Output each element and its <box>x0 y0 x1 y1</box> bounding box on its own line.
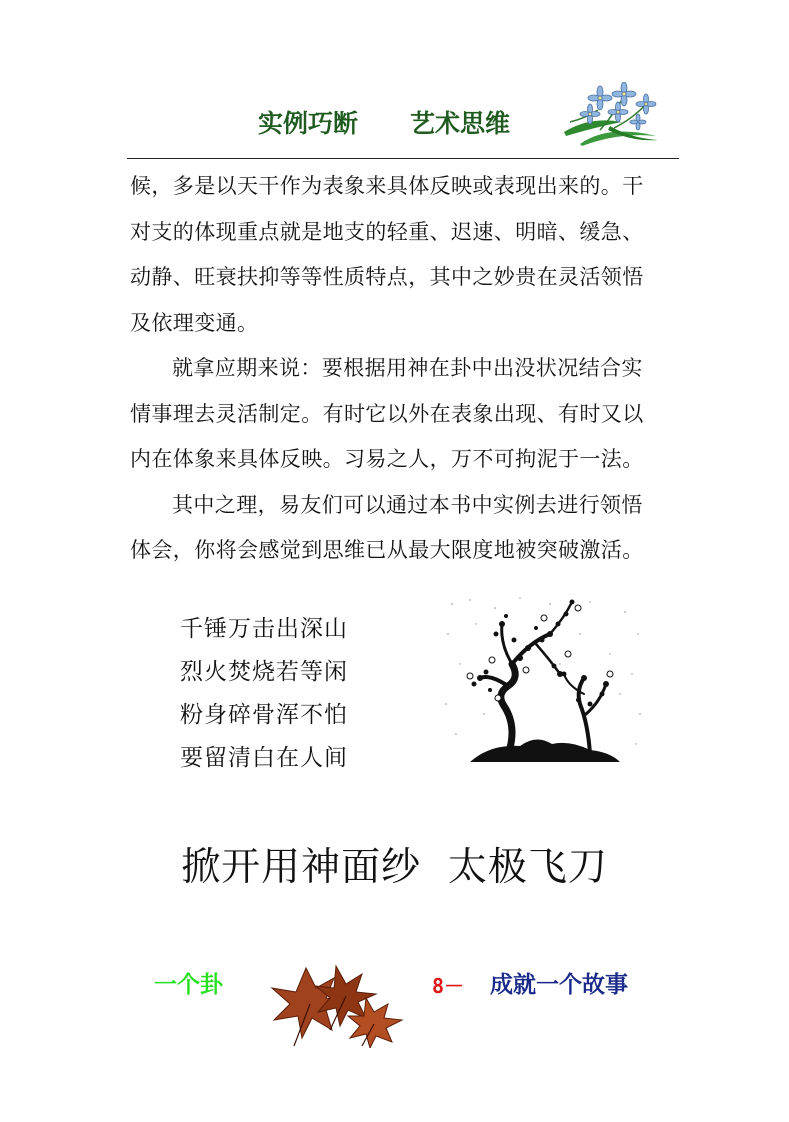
page-number: 8－ <box>432 974 465 998</box>
paragraph-2: 就拿应期来说：要根据用神在卦中出没状况结合实 情事理去灵活制定。有时它以外在表象出现、有时又以 内在体象来具体反映。习易之人，万不可拘泥于一法。 <box>130 356 644 471</box>
footer-left-text: 一个卦 <box>154 971 223 998</box>
header-title-left: 实例巧断 <box>258 109 359 138</box>
paragraph-1: 候，多是以天干作为表象来具体反映或表现出来的。干 对支的体现重点就是地支的轻重、迟速、明暗、缓急、 动静、旺衰扶抑等等性质特点，其中之妙贵在灵活领悟 及依理变通。 <box>130 174 644 335</box>
plum-tree-icon <box>440 594 646 768</box>
header-divider <box>127 158 679 159</box>
footer-right-text: 成就一个故事 <box>490 971 628 998</box>
poem-line: 烈火焚烧若等闲 <box>180 659 348 685</box>
poem <box>180 608 348 780</box>
blue-flower-icon <box>560 82 662 148</box>
poem-line: 粉身碎骨浑不怕 <box>180 702 348 728</box>
section-title: 掀开用神面纱 太极飞刀 <box>181 845 608 890</box>
poem-line: 千锤万击出深山 <box>180 616 348 642</box>
paragraph-3: 其中之理，易友们可以通过本书中实例去进行领悟 体会，你将会感觉到思维已从最大限度地被突破激活。 <box>130 492 644 562</box>
body-text <box>130 164 662 574</box>
poem-line: 要留清白在人间 <box>180 745 348 771</box>
maple-leaves-icon <box>266 958 408 1048</box>
header-title <box>258 104 510 140</box>
header-title-right: 艺术思维 <box>410 109 511 138</box>
